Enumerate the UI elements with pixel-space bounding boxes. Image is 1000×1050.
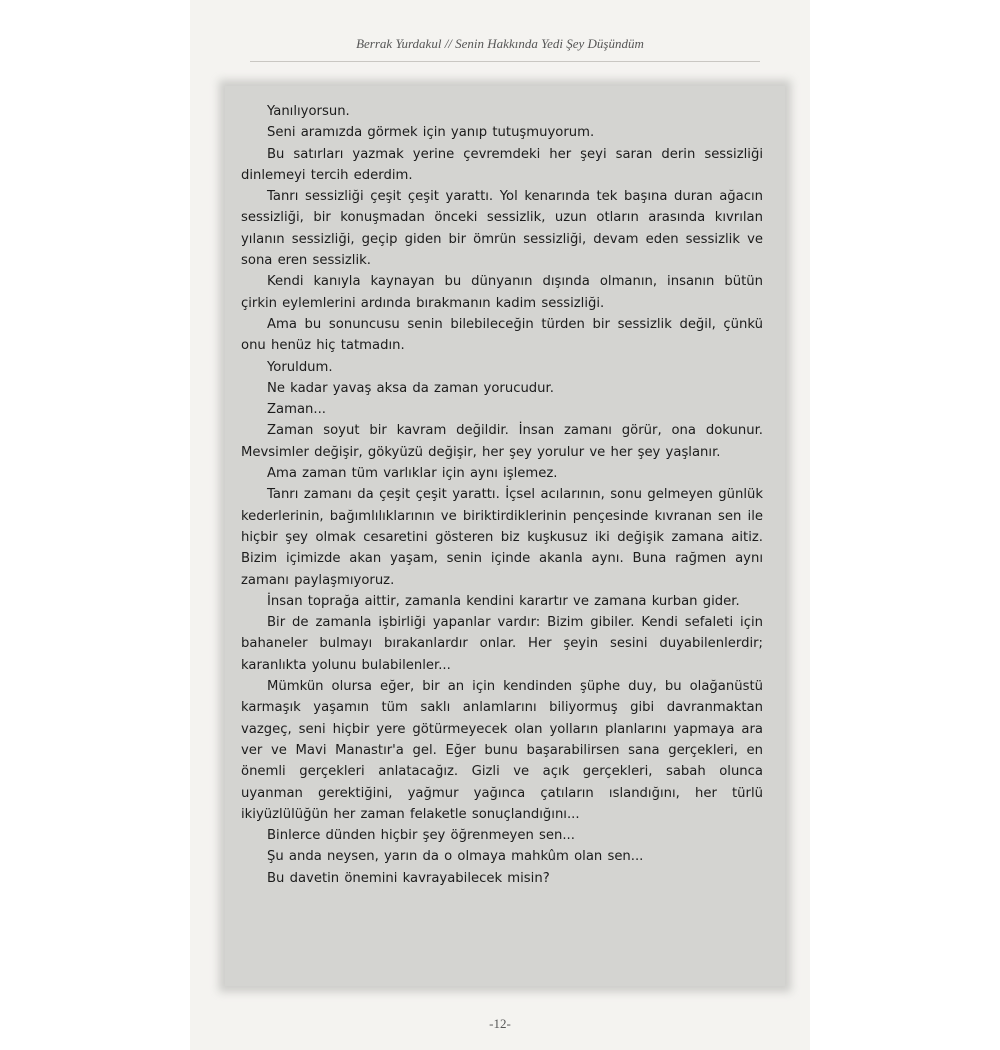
letter-paragraph: Zaman soyut bir kavram değildir. İnsan zamanı görür, ona dokunur. Mevsimler değişir, gökyüzü değişir, her şey yorulur ve her şey yaşlanır. [241,423,763,460]
letter-paragraph: Ne kadar yavaş aksa da zaman yorucudur. [267,380,554,396]
page-number: -12- [489,1016,511,1031]
letter-paragraph: Mümkün olursa eğer, bir an için kendinden şüphe duy, bu olağanüstü karmaşık yaşamın tüm saklı anlamlarını biliyormuş gibi davranmaktan vazgeç, seni hiçbir yere götürmeyecek olan yolların planlarını yapmaya ara ver ve Mavi Manastır'a gel. Eğer bunu başarabilirsen sana gerçekleri, en önemli gerçekleri anlatacağız. Gizli ve açık gerçekleri, sabah olunca uyanman gerektiğini, yağmur yağınca çatıların ıslandığını, her türlü ikiyüzlülüğün her zaman felaketle sonuçlandığını... [241,679,763,822]
letter-paragraph: Yoruldum. [267,359,333,375]
letter-paragraph: Şu anda neysen, yarın da o olmaya mahkûm olan sen... [267,849,644,865]
letter-paragraph: Bu satırları yazmak yerine çevremdeki her şeyi saran derin sessizliği dinlemeyi tercih ederdim. [241,146,763,183]
running-header: Berrak Yurdakul // Senin Hakkında Yedi Şey Düşündüm [356,36,644,51]
letter-paragraph: Bu davetin önemini kavrayabilecek misin? [267,870,550,886]
letter-paragraph: Tanrı zamanı da çeşit çeşit yarattı. İçsel acılarının, sonu gelmeyen günlük kederlerinin, bağımlılıklarının ve biriktirdiklerinin pençesinde kıvranan sen ile hiçbir şey olmak cesaretini gösteren biz kuşkusuz iki değişik zamana aitiz. Bizim içimizde akan yaşam, senin içinde akanla aynı. Buna rağmen aynı zamanı paylaşmıyoruz. [241,487,763,588]
letter-paragraph: Seni aramızda görmek için yanıp tutuşmuyorum. [267,125,595,141]
letter-paragraph: Tanrı sessizliği çeşit çeşit yarattı. Yol kenarında tek başına duran ağacın sessizliği, bir konuşmadan önceki sessizlik, uzun otların arasında kıvrılan yılanın sessizliği, geçip giden bir ömrün sessizliği, devam eden sessizlik ve sona eren sessizlik. [241,189,763,269]
letter-paragraph: Kendi kanıyla kaynayan bu dünyanın dışında olmanın, insanın bütün çirkin eylemlerini ardında bırakmanın kadim sessizliği. [241,274,763,311]
book-page [190,0,810,1050]
letter-paragraph: Ama zaman tüm varlıklar için aynı işlemez. [267,466,558,482]
letter-paragraph: Yanılıyorsun. [267,104,350,119]
letter-paragraph: Ama bu sonuncusu senin bilebileceğin türden bir sessizlik değil, çünkü onu henüz hiç tatmadın. [241,316,763,354]
letter-paragraph: İnsan toprağa aittir, zamanla kendini karartır ve zamana kurban gider. [267,593,740,609]
letter-paragraph: Binlerce dünden hiçbir şey öğrenmeyen sen... [267,828,575,844]
letter-paragraph: Bir de zamanla işbirliği yapanlar vardır: Bizim gibiler. Kendi sefaleti için bahaneler bulmayı bırakanlardır onlar. Her şeyin sesini duyabilenlerdir; karanlıkta yolunu bulabilenler... [241,615,763,673]
handwritten-letter [225,86,785,986]
letter-paragraph: Zaman... [267,402,326,418]
header-divider [250,61,760,62]
